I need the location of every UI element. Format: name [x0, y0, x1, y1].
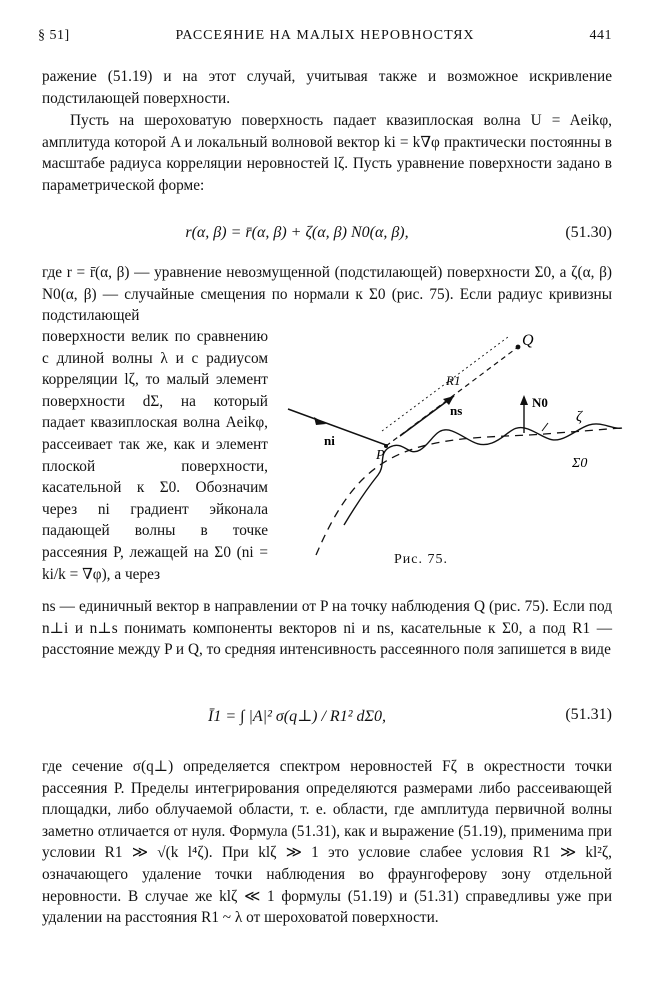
label-ni: ni [324, 433, 335, 448]
label-ns: ns [450, 403, 463, 418]
scattering-diagram [286, 325, 626, 575]
equation-51-30-body: r(α, β) = r̄(α, β) + ζ(α, β) N0(α, β), [185, 224, 409, 241]
incident-arrowhead [314, 417, 326, 425]
paragraph-4-full-width: ns — единичный вектор в направлении от P на точку наблюдения Q (рис. 75). Если под n⊥i и n⊥s понимать компоненты векторов ni и ns, касательные к Σ0, а под R1 — расстояние между P и Q, то средняя интенсивность рассеянного поля запишется в виде [42, 598, 612, 659]
section-marker: § 51] [38, 28, 70, 43]
n0-arrowhead [520, 395, 528, 405]
equation-51-31-number: (51.31) [565, 706, 612, 723]
point-q [516, 345, 521, 350]
label-q: Q [522, 332, 534, 349]
sigma0-surface [316, 428, 621, 555]
rough-surface [344, 424, 622, 525]
label-zeta: ζ [576, 409, 583, 425]
incident-ray [288, 409, 386, 445]
point-p [384, 444, 388, 448]
equation-51-31-body: Ī1 = ∫ |A|² σ(q⊥) / R1² dΣ0, [208, 708, 386, 725]
label-p: P [376, 448, 385, 463]
figure-caption: Рис. 75. [394, 552, 448, 567]
figure-75 [286, 325, 626, 575]
equation-51-30-number: (51.30) [565, 224, 612, 241]
equation-51-31 [42, 706, 612, 736]
paragraph-5: где сечение σ(q⊥) определяется спектром неровностей Fζ в окрестности точки рассеяния P. Пределы интегрирования определяются размерами либо рассеивающей площадки, либо облучаемой области, т. е. области, где амплитуда первичной волны заметно отличается от нуля. Формула (51.31), как и выражение (51.19), применима при условии R1 ≫ √(k l⁴ζ). При klζ ≫ 1 это условие слабее условия R1 ≫ kl²ζ, означающего удаление точки наблюдения во фраунгоферову зону отдельной неровности. В случае же klζ ≪ 1 формулы (51.19) и (51.31) справедливы уже при удалении на расстояния R1 ~ λ от шероховатой поверхности. [42, 758, 612, 927]
paragraph-2: Пусть на шероховатую поверхность падает квазиплоская волна U = Aeikφ, амплитуда которой A и локальный волновой вектор ki = k∇φ практически постоянны в масштабе радиуса корреляции неровностей lζ. Пусть уравнение поверхности задано в параметрической форме: [42, 112, 612, 194]
paragraph-1: ражение (51.19) и на этот случай, учитывая также и возможное искривление подстилающей поверхности. [42, 68, 612, 107]
equation-51-30 [42, 224, 612, 254]
paragraph-4-left-column: поверхности велик по сравнению с длиной волны λ и с радиусом корреляции lζ, то малый элемент поверхности dΣ, на который падает квазиплоская волна Aeikφ, рассеивает так же, как и элемент плоской поверхности, касательной к Σ0. Обозначим через ni градиент эйконала падающей волны в точке рассеяния P, лежащей на Σ0 (ni = ki/k = ∇φ), а через [42, 328, 268, 583]
label-n0: N0 [532, 395, 548, 410]
paragraph-3: где r = r̄(α, β) — уравнение невозмущенной (подстилающей) поверхности Σ0, а ζ(α, β) N0(α, β) — случайные смещения по нормали к Σ0 (рис. 75). Если радиус кривизны подстилающей [42, 264, 612, 325]
r1-dimension-line [382, 337, 508, 431]
running-header [38, 28, 612, 50]
zeta-tick [542, 423, 548, 431]
label-r1: R1 [446, 373, 461, 388]
page-number: 441 [589, 28, 612, 43]
label-sigma0: Σ0 [572, 456, 588, 471]
running-title: РАССЕЯНИЕ НА МАЛЫХ НЕРОВНОСТЯХ [175, 28, 475, 43]
